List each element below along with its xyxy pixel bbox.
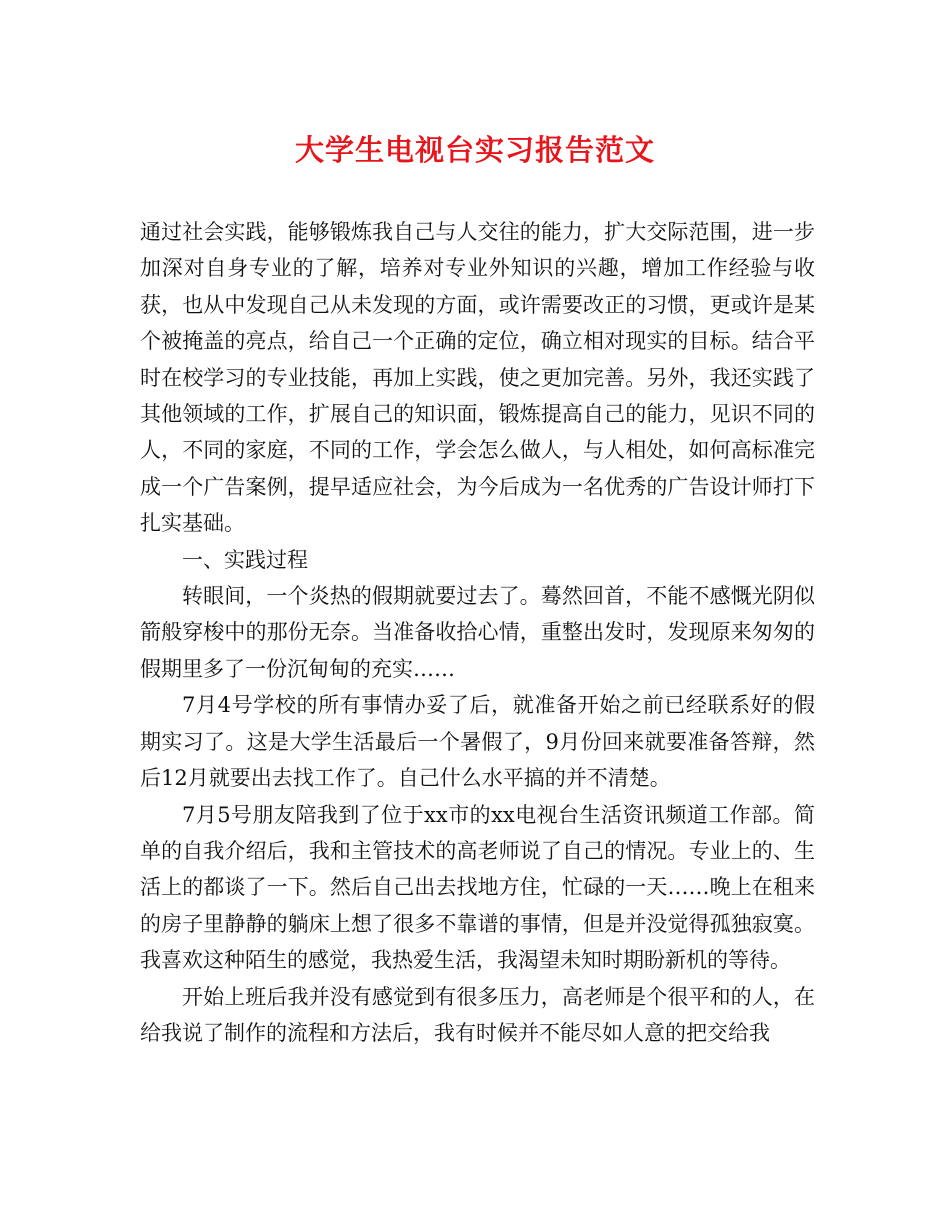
- document-body: [140, 214, 815, 1051]
- document-title: 大学生电视台实习报告范文: [294, 133, 655, 167]
- paragraph-intro: 通过社会实践，能够锻炼我自己与人交往的能力，扩大交际范围，进一步加深对自身专业的了解，培养对专业外知识的兴趣，增加工作经验与收获，也从中发现自己从未发现的方面，或许需要改正的习惯，更或许是某个被掩盖的亮点，给自己一个正确的定位，确立相对现实的目标。结合平时在校学习的专业技能，再加上实践，使之更加完善。另外，我还实践了其他领域的工作，扩展自己的知识面，锻炼提高自己的能力，见识不同的人，不同的家庭，不同的工作，学会怎么做人，与人相处，如何高标准完成一个广告案例，提早适应社会，为今后成为一名优秀的广告设计师打下扎实基础。: [140, 220, 815, 536]
- paragraph-july-4: 7月4号学校的所有事情办妥了后，就准备开始之前已经联系好的假期实习了。这是大学生活最后一个暑假了，9月份回来就要准备答辩，然后12月就要出去找工作了。自己什么水平搞的并不清楚。: [140, 693, 815, 791]
- paragraph-july-5: 7月5号朋友陪我到了位于xx市的xx电视台生活资讯频道工作部。简单的自我介绍后，我和主管技术的高老师说了自己的情况。专业上的、生活上的都谈了一下。然后自己出去找地方住，忙碌的一天……晚上在租来的房子里静静的躺床上想了很多不靠谱的事情，但是并没觉得孤独寂寞。我喜欢这种陌生的感觉，我热爱生活，我渴望未知时期盼新机的等待。: [140, 802, 815, 973]
- section-heading-practice-process: 一、实践过程: [182, 547, 308, 572]
- paragraph-start-work: 开始上班后我并没有感觉到有很多压力，高老师是个很平和的人，在给我说了制作的流程和方法后，我有时候并不能尽如人意的把交给我: [140, 984, 815, 1045]
- paragraph-holiday: 转眼间，一个炎热的假期就要过去了。蓦然回首，不能不感慨光阴似箭般穿梭中的那份无奈。当准备收拾心情，重整出发时，发现原来匆匆的假期里多了一份沉甸甸的充实……: [140, 584, 815, 681]
